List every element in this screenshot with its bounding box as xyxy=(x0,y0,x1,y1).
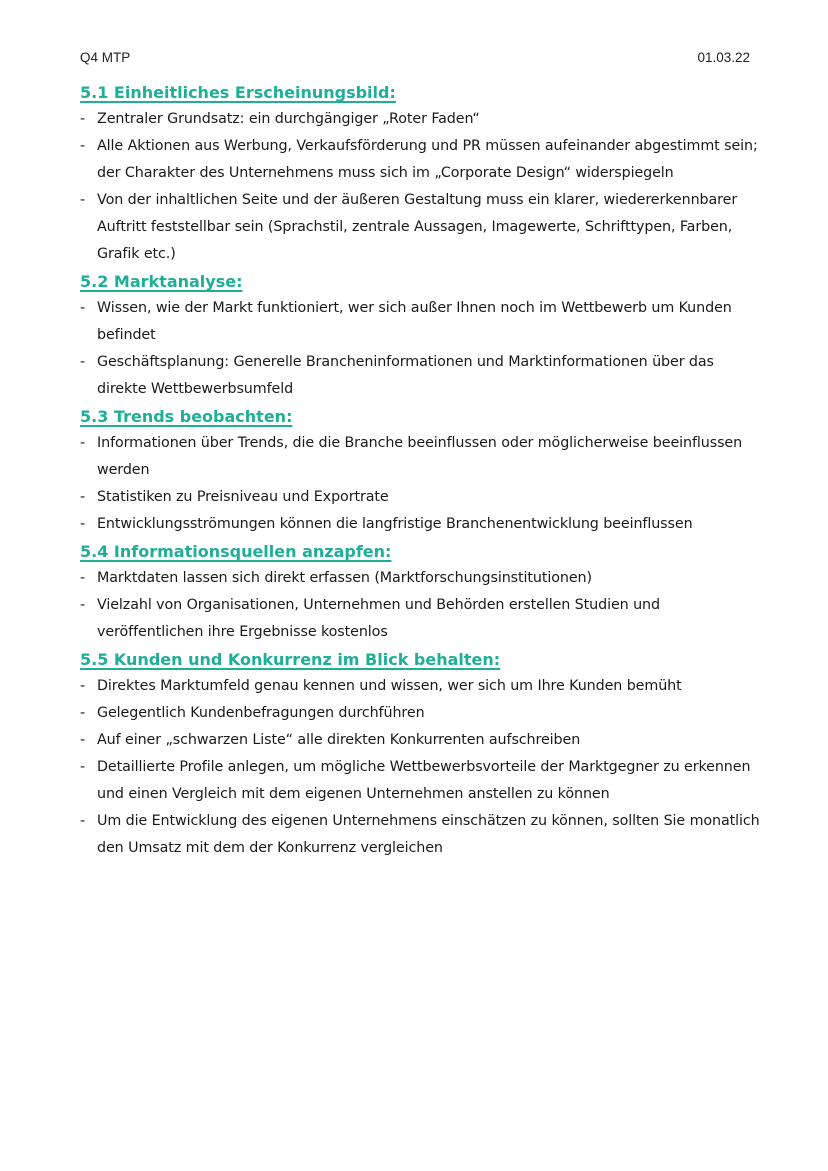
list-item-text: Vielzahl von Organisationen, Unternehmen und Behörden erstellen Studien und veröffentlichen ihre Ergebnisse kostenlos xyxy=(97,597,660,640)
bullet-list xyxy=(80,565,760,646)
list-item-text: Geschäftsplanung: Generelle Brancheninformationen und Marktinformationen über das direkte Wettbewerbsumfeld xyxy=(97,354,714,397)
list-item xyxy=(80,673,760,700)
dash-bullet: - xyxy=(80,516,86,532)
list-item xyxy=(80,808,760,862)
bullet-list xyxy=(80,106,760,268)
dash-bullet: - xyxy=(80,192,86,208)
list-item-text: Von der inhaltlichen Seite und der äußeren Gestaltung muss ein klarer, wiedererkennbarer Auftritt feststellbar sein (Sprachstil, zentrale Aussagen, Imagewerte, Schrifttypen, Farben, Grafik etc.) xyxy=(97,192,738,262)
section-heading: 5.5 Kunden und Konkurrenz im Blick behalten: xyxy=(80,650,501,669)
list-item-text: Alle Aktionen aus Werbung, Verkaufsförderung und PR müssen aufeinander abgestimmt sein; der Charakter des Unternehmens muss sich im „Corporate Design“ widerspiegeln xyxy=(97,138,758,181)
dash-bullet: - xyxy=(80,732,86,748)
dash-bullet: - xyxy=(80,705,86,721)
dash-bullet: - xyxy=(80,678,86,694)
list-item-text: Informationen über Trends, die die Branche beeinflussen oder möglicherweise beeinflussen werden xyxy=(97,435,743,478)
section-2 xyxy=(80,268,760,403)
list-item xyxy=(80,295,760,349)
page-header xyxy=(80,50,750,65)
header-course: Q4 MTP xyxy=(80,50,131,65)
list-item-text: Entwicklungsströmungen können die langfristige Branchenentwicklung beeinflussen xyxy=(97,516,693,532)
list-item xyxy=(80,484,760,511)
dash-bullet: - xyxy=(80,813,86,829)
section-3 xyxy=(80,403,760,538)
dash-bullet: - xyxy=(80,435,86,451)
dash-bullet: - xyxy=(80,138,86,154)
dash-bullet: - xyxy=(80,300,86,316)
section-5 xyxy=(80,646,760,862)
dash-bullet: - xyxy=(80,597,86,613)
list-item xyxy=(80,592,760,646)
list-item xyxy=(80,430,760,484)
section-4 xyxy=(80,538,760,646)
list-item xyxy=(80,133,760,187)
bullet-list xyxy=(80,295,760,403)
section-heading: 5.3 Trends beobachten: xyxy=(80,407,293,426)
list-item-text: Wissen, wie der Markt funktioniert, wer sich außer Ihnen noch im Wettbewerb um Kunden befindet xyxy=(97,300,732,343)
document-body xyxy=(80,79,760,862)
section-heading: 5.4 Informationsquellen anzapfen: xyxy=(80,542,392,561)
dash-bullet: - xyxy=(80,489,86,505)
section-heading: 5.1 Einheitliches Erscheinungsbild: xyxy=(80,83,396,102)
list-item xyxy=(80,349,760,403)
section-heading: 5.2 Marktanalyse: xyxy=(80,272,243,291)
dash-bullet: - xyxy=(80,111,86,127)
list-item xyxy=(80,754,760,808)
header-date: 01.03.22 xyxy=(697,50,750,65)
list-item-text: Detaillierte Profile anlegen, um mögliche Wettbewerbsvorteile der Marktgegner zu erkennen und einen Vergleich mit dem eigenen Unternehmen anstellen zu können xyxy=(97,759,751,802)
list-item xyxy=(80,511,760,538)
list-item-text: Zentraler Grundsatz: ein durchgängiger „Roter Faden“ xyxy=(97,111,480,127)
list-item xyxy=(80,106,760,133)
dash-bullet: - xyxy=(80,570,86,586)
dash-bullet: - xyxy=(80,759,86,775)
list-item xyxy=(80,727,760,754)
list-item-text: Statistiken zu Preisniveau und Exportrate xyxy=(97,489,389,505)
section-1 xyxy=(80,79,760,268)
list-item-text: Marktdaten lassen sich direkt erfassen (Marktforschungsinstitutionen) xyxy=(97,570,592,586)
dash-bullet: - xyxy=(80,354,86,370)
list-item xyxy=(80,187,760,268)
list-item-text: Gelegentlich Kundenbefragungen durchführen xyxy=(97,705,425,721)
bullet-list xyxy=(80,430,760,538)
list-item xyxy=(80,700,760,727)
bullet-list xyxy=(80,673,760,862)
list-item-text: Direktes Marktumfeld genau kennen und wissen, wer sich um Ihre Kunden bemüht xyxy=(97,678,682,694)
list-item-text: Um die Entwicklung des eigenen Unternehmens einschätzen zu können, sollten Sie monatlich den Umsatz mit dem der Konkurrenz vergleichen xyxy=(97,813,760,856)
list-item-text: Auf einer „schwarzen Liste“ alle direkten Konkurrenten aufschreiben xyxy=(97,732,581,748)
list-item xyxy=(80,565,760,592)
